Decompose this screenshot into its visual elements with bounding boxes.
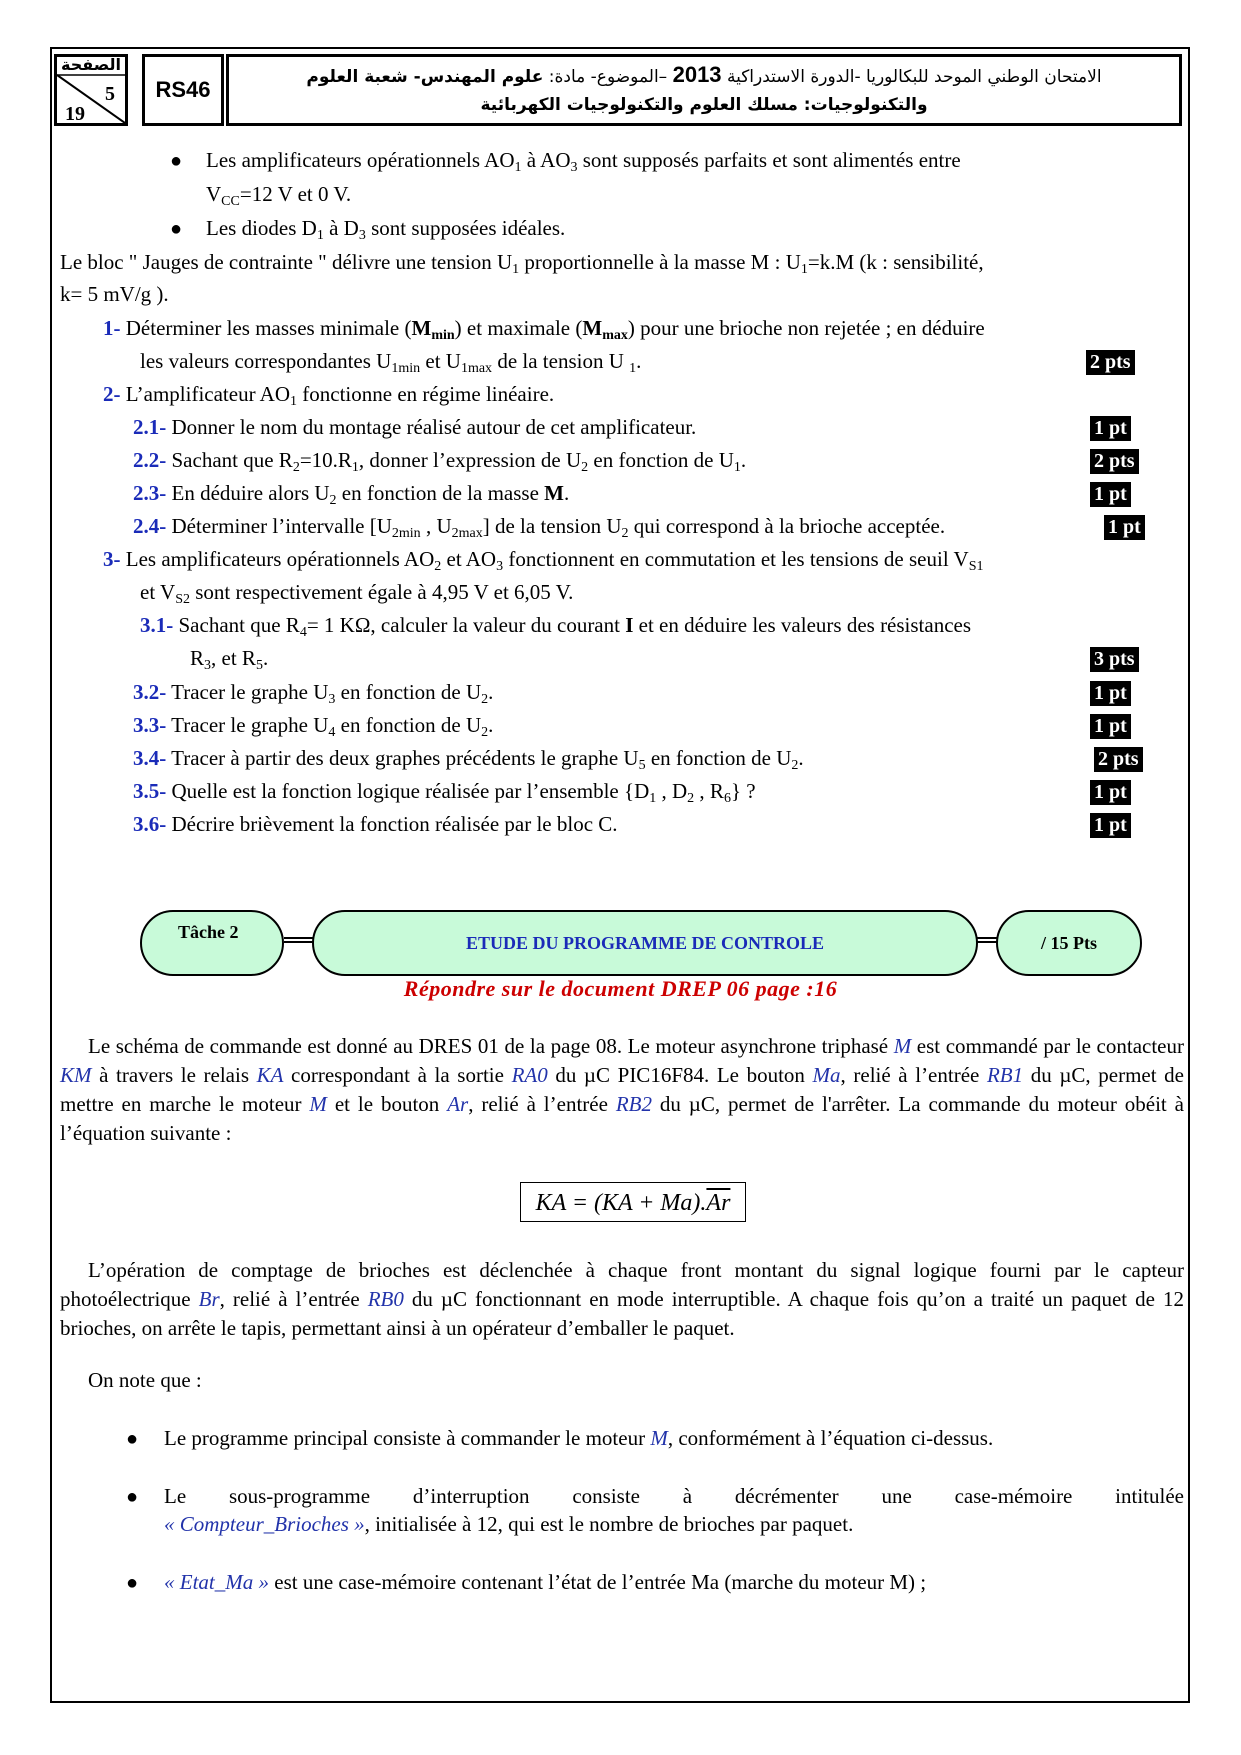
page-number: 5: [105, 83, 115, 105]
bullet-dot: ●: [126, 1486, 139, 1508]
points-badge: 2 pts: [1094, 747, 1143, 772]
term: Ma: [812, 1063, 841, 1087]
question-2-2: 2.2- Sachant que $R_2=10.R_1$, donner l’expression de $U_2$ en fonction de $U_1$.: [133, 448, 747, 475]
text: fonctionnent en commutation et les tensions de seuil V: [503, 547, 969, 571]
text: en fonction de U: [335, 680, 482, 704]
text: Le schéma de commande est donné au DRES 01 de la page 08. Le moteur asynchrone triphasé: [88, 1034, 894, 1058]
text: et V: [140, 580, 176, 604]
text: , conformément à l’équation ci-dessus.: [667, 1426, 994, 1450]
question-2-3: 2.3- En déduire alors $U_2$ en fonction de la masse M.: [133, 481, 570, 508]
text: fonctionne en régime linéaire.: [297, 382, 555, 406]
text: du µC PIC16F84. Le bouton: [547, 1063, 813, 1087]
text: En déduire alors U: [166, 481, 330, 505]
term: KA: [256, 1063, 284, 1087]
text: en fonction de U: [335, 713, 482, 737]
term: « Etat_Ma »: [164, 1570, 269, 1594]
intro-line1: Le bloc " Jauges de contrainte " délivre une tension $U_1$ proportionnelle à la masse M : $U_1=k.M$ (k : sensibilité,: [60, 250, 984, 277]
question-3: 3- Les amplificateurs opérationnels $AO_2$ et $AO_3$ fonctionnent en commutation et les tensions de seuil $V_{S1}$: [103, 547, 984, 574]
subject-code: RS46: [142, 54, 224, 126]
text: de la tension U: [492, 349, 630, 373]
points-badge: 1 pt: [1090, 482, 1131, 507]
text: qui correspond à la brioche acceptée.: [628, 514, 946, 538]
term: KM: [60, 1063, 92, 1087]
points-badge: 3 pts: [1090, 647, 1139, 672]
text: =10.R: [299, 448, 352, 472]
text: du µC, permet de mettre en marche le moteur: [60, 1063, 1185, 1116]
points-badge: 1 pt: [1090, 416, 1131, 441]
page-total: 19: [65, 103, 85, 125]
bullet-text: Les amplificateurs opérationnels $AO_1$ à $AO_3$ sont supposés parfaits et sont alimentés entre: [206, 148, 961, 175]
task-title-pill: [312, 910, 978, 976]
text: Tracer à partir des deux graphes précédents le graphe U: [166, 746, 639, 770]
question-3-1-cont: $R_3$, et $R_5$.: [190, 646, 269, 673]
paragraph-1: [60, 1032, 1184, 1148]
task-points-pill: [996, 910, 1142, 976]
respond-instruction: Répondre sur le document DREP 06 page :16: [403, 976, 838, 1001]
question-3-cont: et $V_{S2}$ sont respectivement égale à 4,95 V et 6,05 V.: [140, 580, 574, 607]
q-num: 3-: [103, 547, 121, 571]
text: Tracer le graphe U: [166, 713, 329, 737]
points-badge: 1 pt: [1090, 681, 1131, 706]
term: RB0: [367, 1287, 404, 1311]
text: , U: [420, 514, 452, 538]
text: =k.M (k : sensibilité,: [807, 250, 984, 274]
text: en fonction de U: [645, 746, 792, 770]
text: Donner le nom du montage réalisé autour de cet amplificateur.: [166, 415, 697, 439]
q-num: 3.1-: [140, 613, 174, 637]
q-num: 1-: [103, 316, 121, 340]
question-2-1: [133, 415, 696, 440]
q-num: 2.2-: [133, 448, 167, 472]
text: , D: [656, 779, 688, 803]
question-3-5: 3.5- Quelle est la fonction logique réalisée par l’ensemble {$D_1$ , $D_2$ , $R_6$} ?: [133, 779, 756, 806]
text: Sachant que R: [166, 448, 293, 472]
text: } ?: [730, 779, 756, 803]
bullet-dot: ●: [170, 150, 183, 172]
text: est commandé par le contacteur: [911, 1034, 1185, 1058]
text: Le bloc " Jauges de contrainte " délivre une tension U: [60, 250, 513, 274]
page-label: الصفحة: [61, 55, 122, 74]
text: Sachant que R: [173, 613, 300, 637]
text: sont respectivement égale à 4,95 V et 6,05 V.: [190, 580, 574, 604]
term: « Compteur_Brioches »: [164, 1512, 365, 1536]
question-3-1: 3.1- Sachant que $R_4= 1$ KΩ, calculer la valeur du courant I et en déduire les valeurs des résistances: [140, 613, 972, 640]
text: et AO: [441, 547, 497, 571]
text: ) et maximale (: [454, 316, 583, 340]
term: Br: [198, 1287, 220, 1311]
question-3-4: 3.4- Tracer à partir des deux graphes précédents le graphe $U_5$ en fonction de $U_2$.: [133, 746, 804, 773]
text: Déterminer les masses minimale (: [120, 316, 412, 340]
points-badge: 1 pt: [1090, 813, 1131, 838]
intro-line2: k= 5 mV/g ).: [60, 282, 169, 306]
question-3-6: [133, 812, 618, 837]
q-num: 3.5-: [133, 779, 167, 803]
text: , donner l’expression de U: [358, 448, 582, 472]
term: Ar: [447, 1092, 469, 1116]
note-1: [164, 1426, 993, 1451]
note-2-cont: [164, 1512, 853, 1537]
q-num: 3.6-: [133, 812, 167, 836]
text: en fonction de U: [588, 448, 734, 472]
q-num: 2.1-: [133, 415, 167, 439]
task-title: ETUDE DU PROGRAMME DE CONTROLE: [465, 932, 824, 953]
question-1-cont: les valeurs correspondantes $U_{1min}$ et $U_{1max}$ de la tension U $_1$.: [140, 349, 642, 376]
text: Quelle est la fonction logique réalisée par l’ensemble {D: [166, 779, 650, 803]
note-3: [164, 1570, 926, 1595]
equation-negated: $\overline{Ar}$: [706, 1190, 731, 1216]
text: et le bouton: [326, 1092, 448, 1116]
title-part: –الموضوع- مادة:: [543, 67, 673, 87]
text: , relié à l’entrée: [219, 1287, 368, 1311]
note-intro: On note que :: [88, 1368, 202, 1392]
title-year: 2013: [672, 62, 722, 87]
equation-lhs: KA = (KA + Ma).: [535, 1190, 707, 1216]
points-badge: 2 pts: [1086, 350, 1135, 375]
page-number-box: [54, 54, 128, 126]
text: du µC fonctionnant en mode interruptible. A chaque fois qu’on a traité un paquet de 12 brioches, on arrête le tapis, permettant ainsi à un opérateur d’emballer le paquet.: [60, 1287, 1184, 1340]
text: du µC, permet de l'arrêter. La commande du moteur obéit à l’équation suivante :: [60, 1092, 1184, 1145]
text: à travers le relais: [91, 1063, 257, 1087]
title-line2: والتكنولوجيات: مسلك العلوم والتكنولوجيات الكهربائية: [480, 95, 928, 115]
connector: [976, 937, 998, 943]
text: ) pour une brioche non rejetée ; en déduire: [627, 316, 985, 340]
text: = 1 KΩ, calculer la valeur du courant: [306, 613, 626, 637]
points-badge: 2 pts: [1090, 449, 1139, 474]
text: Décrire brièvement la fonction réalisée par le bloc C.: [166, 812, 618, 836]
page-frame: [50, 47, 1190, 1703]
question-2: 2- L’amplificateur $AO_1$ fonctionne en régime linéaire.: [103, 382, 555, 409]
term: RA0: [511, 1063, 548, 1087]
points-badge: 1 pt: [1104, 515, 1145, 540]
text: proportionnelle à la masse M : U: [519, 250, 801, 274]
q-num: 3.2-: [133, 680, 167, 704]
note-2: Le sous-programme d’interruption consiste à décrémenter une case-mémoire intitulée: [164, 1484, 1184, 1508]
text: correspondant à la sortie: [283, 1063, 512, 1087]
question-1: 1- Déterminer les masses minimale $(M_{min})$ et maximale $(M_{max})$ pour une brioche non rejetée ; en déduire: [103, 316, 985, 343]
bullet-dot: ●: [126, 1572, 139, 1594]
title-part: الامتحان الوطني الموحد للبكالوريا -الدورة الاستدراكية: [721, 67, 1102, 87]
text: , relié à l’entrée: [840, 1063, 987, 1087]
bullet-dot: ●: [170, 218, 183, 240]
text: , R: [694, 779, 724, 803]
task-points: / 15 Pts: [1041, 932, 1097, 953]
term: RB2: [615, 1092, 652, 1116]
points-badge: 1 pt: [1090, 780, 1131, 805]
text: L’opération de comptage de brioches est déclenchée à chaque front montant du signal logique fourni par le capteur photoélectrique: [60, 1258, 1184, 1311]
text: , et R: [211, 646, 256, 670]
question-2-4: 2.4- Déterminer l’intervalle [$U_{2min}$ , $U_{2max}$] de la tension $U_2$ qui correspond à la brioche acceptée.: [133, 514, 946, 541]
text: , relié à l’entrée: [468, 1092, 616, 1116]
text: Le programme principal consiste à commander le moteur: [164, 1426, 651, 1450]
text: et en déduire les valeurs des résistances: [633, 613, 972, 637]
text: est une case-mémoire contenant l’état de l’entrée Ma (marche du moteur M) ;: [269, 1570, 927, 1594]
exam-title: [226, 54, 1182, 126]
connector: [284, 937, 314, 943]
text: Déterminer l’intervalle [U: [166, 514, 392, 538]
text: les valeurs correspondantes U: [140, 349, 392, 373]
q-num: 3.4-: [133, 746, 167, 770]
paragraph-2: [60, 1256, 1184, 1343]
points-badge: 1 pt: [1090, 714, 1131, 739]
text: Tracer le graphe U: [166, 680, 329, 704]
q-num: 2-: [103, 382, 121, 406]
text: et U: [420, 349, 461, 373]
text: , initialisée à 12, qui est le nombre de brioches par paquet.: [364, 1512, 854, 1536]
text: ] de la tension U: [482, 514, 622, 538]
q-num: 2.4-: [133, 514, 167, 538]
bullet-text-cont: $V_{CC}=12$ V et 0 V.: [206, 182, 352, 209]
text: Les amplificateurs opérationnels AO: [120, 547, 435, 571]
task-label: Tâche 2: [178, 922, 239, 942]
question-3-2: 3.2- Tracer le graphe $U_3$ en fonction de $U_2$.: [133, 680, 494, 707]
title-subject: علوم المهندس- شعبة العلوم: [306, 67, 544, 87]
text: R: [190, 646, 205, 670]
term: M: [309, 1092, 327, 1116]
bullet-dot: ●: [126, 1428, 139, 1450]
task-label-pill: [140, 910, 284, 976]
term: M: [893, 1034, 912, 1058]
question-3-3: 3.3- Tracer le graphe $U_4$ en fonction de $U_2$.: [133, 713, 494, 740]
q-num: 2.3-: [133, 481, 167, 505]
term: M: [650, 1426, 668, 1450]
text: en fonction de la masse: [336, 481, 545, 505]
text: L’amplificateur AO: [120, 382, 291, 406]
bullet-text: Les diodes $D_1$ à $D_3$ sont supposées idéales.: [206, 216, 566, 243]
control-equation: [520, 1182, 746, 1222]
term: RB1: [986, 1063, 1024, 1087]
q-num: 3.3-: [133, 713, 167, 737]
